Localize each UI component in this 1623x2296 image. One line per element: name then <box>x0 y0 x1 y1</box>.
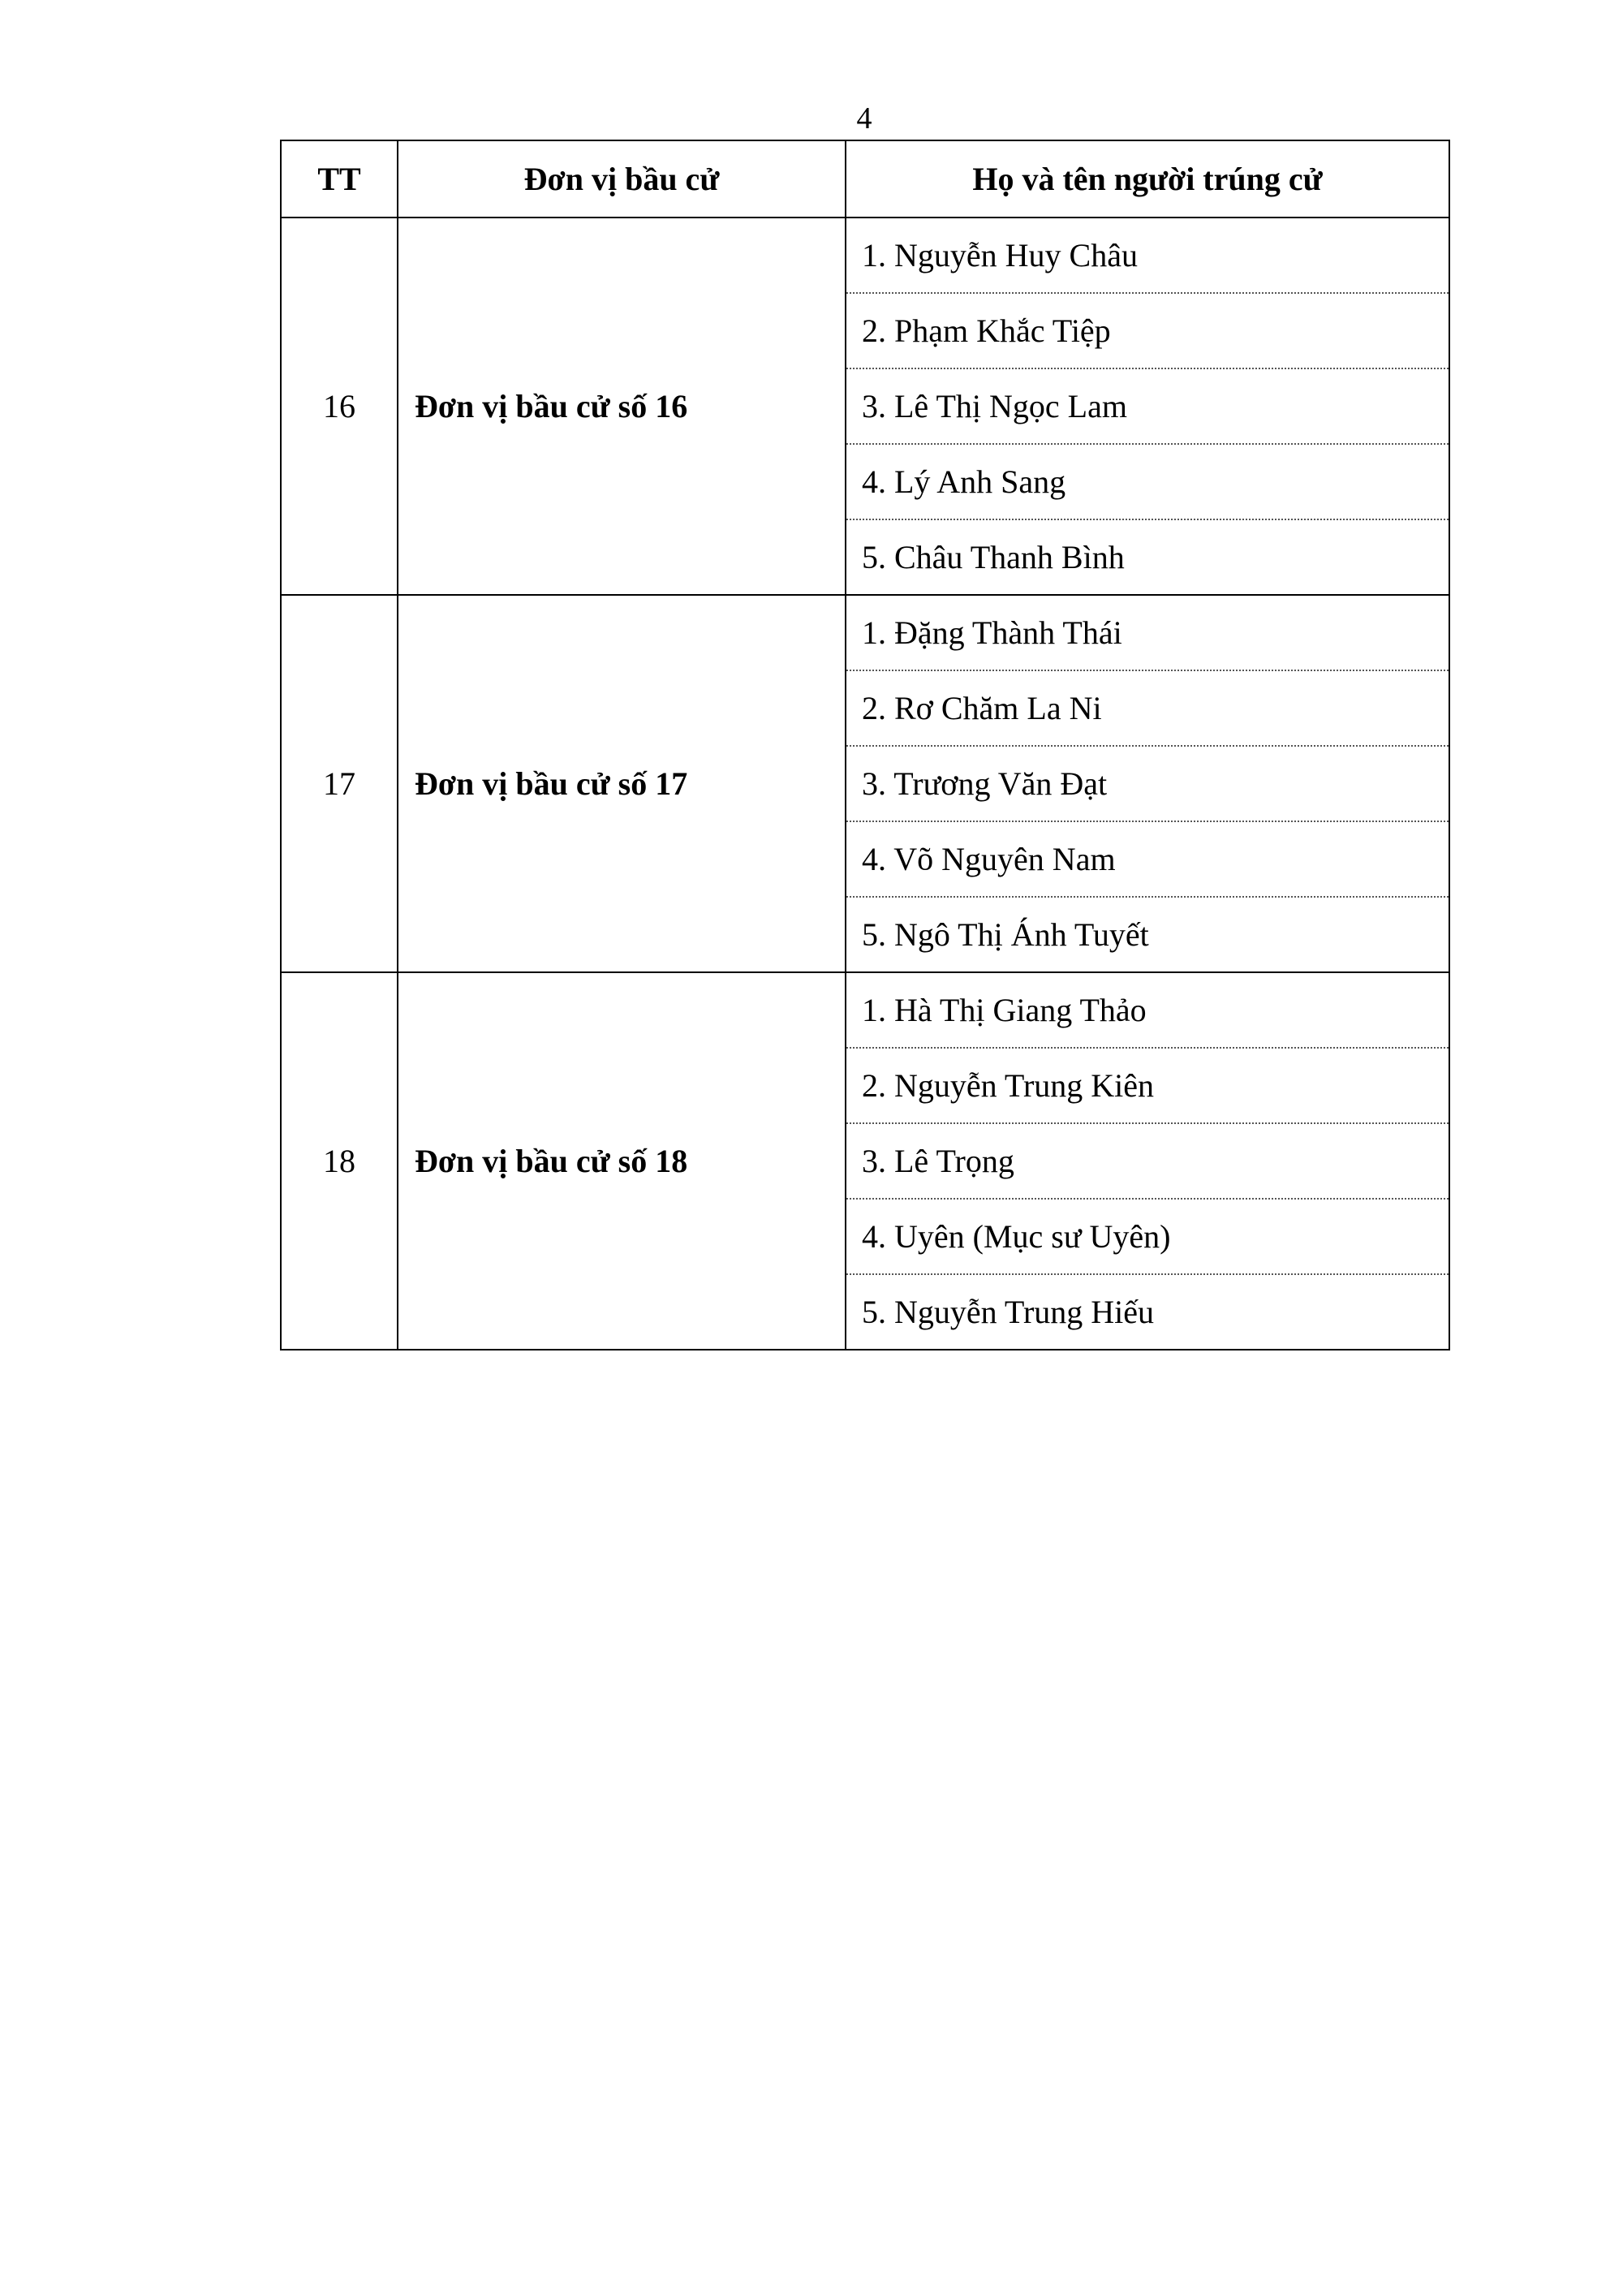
elected-candidates-table <box>280 140 1450 1350</box>
header-elected-names: Họ và tên người trúng cử <box>846 140 1449 218</box>
page-number: 4 <box>856 101 872 136</box>
candidate-name: 2. Phạm Khắc Tiệp <box>846 293 1449 368</box>
electoral-unit-cell: Đơn vị bầu cử số 16 <box>398 218 846 595</box>
electoral-unit-cell: Đơn vị bầu cử số 17 <box>398 595 846 972</box>
tt-cell: 16 <box>281 218 398 595</box>
tt-cell: 17 <box>281 595 398 972</box>
candidate-name: 5. Ngô Thị Ánh Tuyết <box>846 897 1449 972</box>
tt-cell: 18 <box>281 972 398 1350</box>
candidate-name: 5. Châu Thanh Bình <box>846 519 1449 595</box>
electoral-unit-cell: Đơn vị bầu cử số 18 <box>398 972 846 1350</box>
table-body <box>281 218 1449 1350</box>
candidate-name: 3. Trương Văn Đạt <box>846 746 1449 821</box>
candidate-name: 1. Đặng Thành Thái <box>846 595 1449 670</box>
candidate-name: 4. Lý Anh Sang <box>846 444 1449 519</box>
table-row <box>281 595 1449 670</box>
candidate-name: 5. Nguyễn Trung Hiếu <box>846 1274 1449 1350</box>
candidate-name: 2. Nguyễn Trung Kiên <box>846 1048 1449 1123</box>
candidate-name: 3. Lê Thị Ngọc Lam <box>846 368 1449 444</box>
table-header-row <box>281 140 1449 218</box>
candidate-name: 2. Rơ Chăm La Ni <box>846 670 1449 746</box>
header-electoral-unit: Đơn vị bầu cử <box>398 140 846 218</box>
table-row <box>281 972 1449 1048</box>
table-row <box>281 218 1449 293</box>
header-tt: TT <box>281 140 398 218</box>
candidate-name: 4. Uyên (Mục sư Uyên) <box>846 1199 1449 1274</box>
candidate-name: 3. Lê Trọng <box>846 1123 1449 1199</box>
candidate-name: 1. Hà Thị Giang Thảo <box>846 972 1449 1048</box>
candidate-name: 1. Nguyễn Huy Châu <box>846 218 1449 293</box>
candidate-name: 4. Võ Nguyên Nam <box>846 821 1449 897</box>
